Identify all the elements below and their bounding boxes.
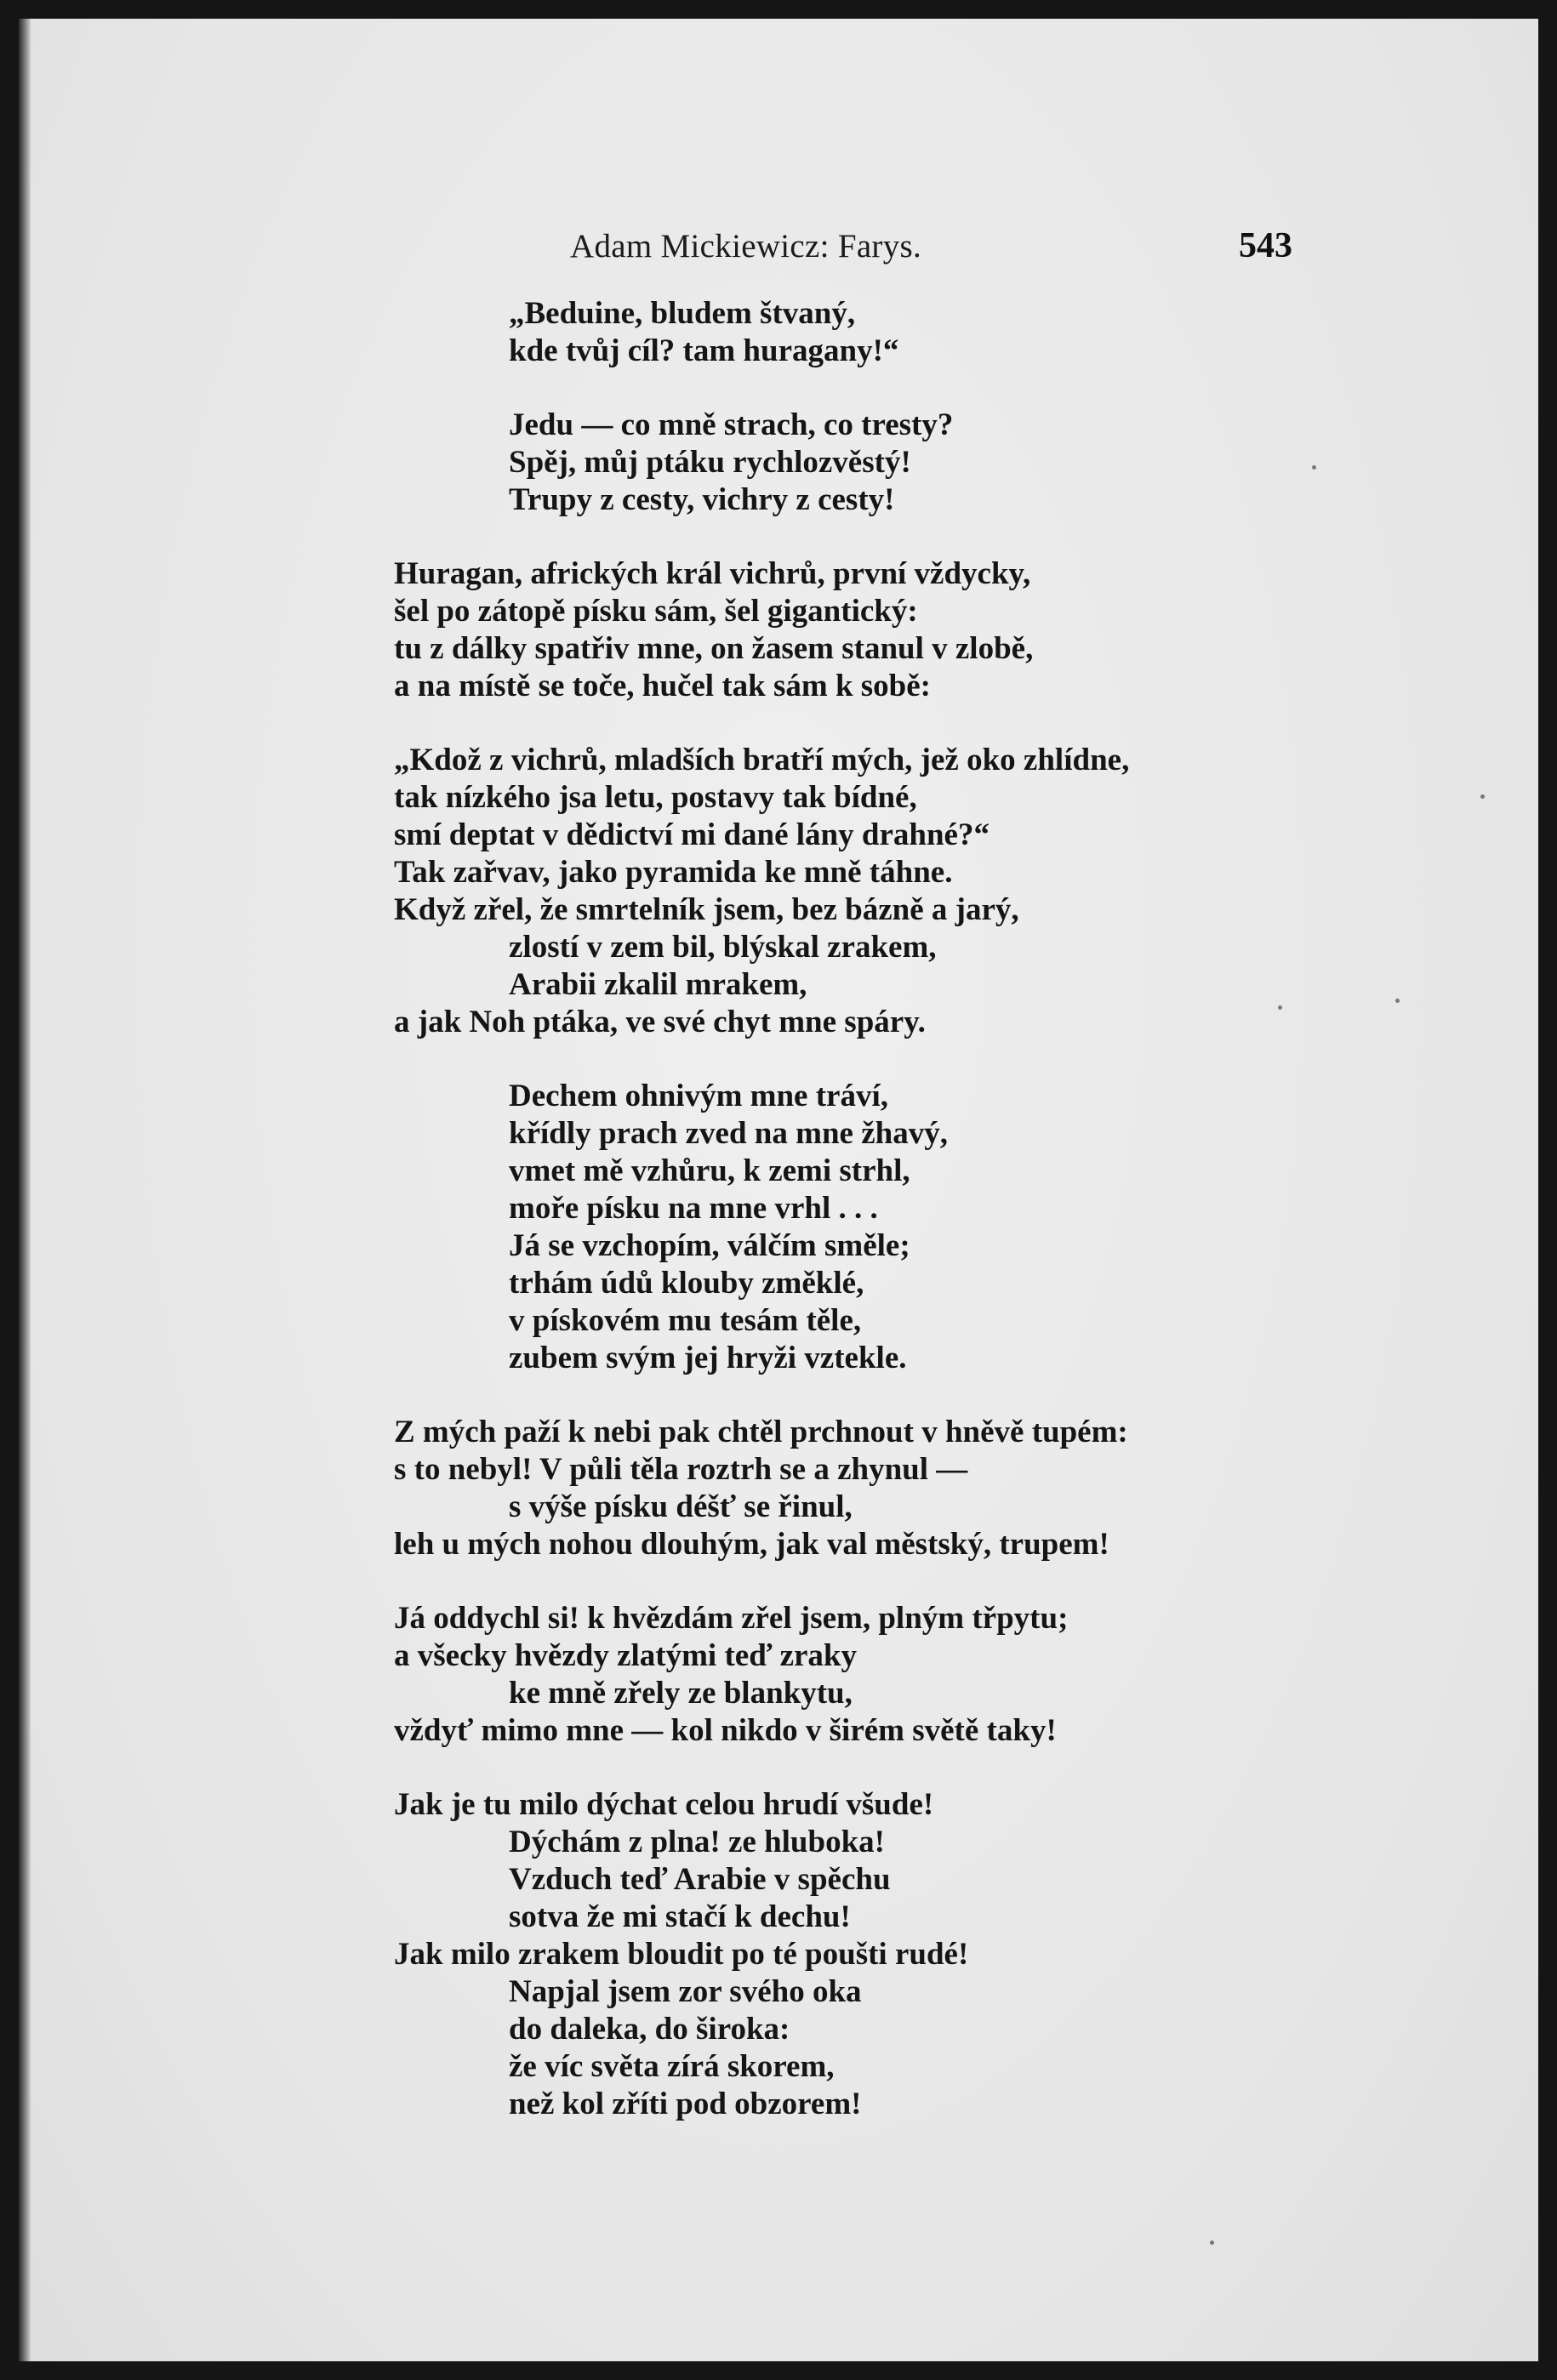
poem-line: Jak je tu milo dýchat celou hrudí všude!	[394, 1787, 934, 1822]
poem-line: Arabii zkalil mrakem,	[509, 967, 807, 1002]
poem-line: a na místě se toče, hučel tak sám k sobě:	[394, 669, 932, 703]
poem-line: Trupy z cesty, vichry z cesty!	[509, 482, 895, 517]
poem-line: zlostí v zem bil, blýskal zrakem,	[509, 930, 937, 965]
paper-speck	[1395, 999, 1400, 1003]
poem-line: vždyť mimo mne — kol nikdo v širém světě taky!	[394, 1713, 1057, 1748]
page-number: 543	[1239, 226, 1292, 265]
poem-line: a jak Noh ptáka, ve své chyt mne spáry.	[394, 1005, 926, 1039]
poem-line: křídly prach zved na mne žhavý,	[509, 1116, 948, 1151]
binding-edge	[19, 19, 31, 2361]
paper-speck	[1480, 794, 1485, 799]
poem-line: než kol zříti pod obzorem!	[509, 2087, 862, 2121]
poem-line: ke mně zřely ze blankytu,	[509, 1676, 853, 1711]
poem-line: vmet mě vzhůru, k zemi strhl,	[509, 1153, 910, 1188]
poem-line: tu z dálky spatřiv mne, on žasem stanul v zlobě,	[394, 631, 1034, 666]
poem-line: trhám údů klouby změklé,	[509, 1266, 864, 1301]
poem-line: kde tvůj cíl? tam huragany!“	[509, 333, 899, 368]
poem-line: „Kdož z vichrů, mladších bratří mých, jež oko zhlídne,	[394, 743, 1130, 777]
poem-line: tak nízkého jsa letu, postavy tak bídné,	[394, 780, 917, 815]
poem-line: leh u mých nohou dlouhým, jak val městský, trupem!	[394, 1527, 1109, 1562]
poem-line: Já se vzchopím, válčím směle;	[509, 1228, 910, 1263]
poem-line: Tak zařvav, jako pyramida ke mně táhne.	[394, 855, 953, 890]
poem-line: do daleka, do široka:	[509, 2012, 790, 2047]
poem-line: Dýchám z plna! ze hluboka!	[509, 1825, 885, 1859]
poem-line: moře písku na mne vrhl . . .	[509, 1191, 878, 1226]
poem-line: smí deptat v dědictví mi dané lány drahné?“	[394, 817, 990, 852]
poem-line: s výše písku déšť se řinul,	[509, 1489, 853, 1524]
poem-line: Spěj, můj ptáku rychlozvěstý!	[509, 445, 911, 480]
poem-line: že víc světa zírá skorem,	[509, 2049, 835, 2084]
running-title: Adam Mickiewicz: Farys.	[570, 228, 922, 265]
book-page	[19, 19, 1538, 2361]
poem-line: Jedu — co mně strach, co tresty?	[509, 407, 954, 442]
poem-line: a všecky hvězdy zlatými teď zraky	[394, 1638, 857, 1673]
poem-line: zubem svým jej hryži vztekle.	[509, 1341, 907, 1375]
poem-line: Huragan, afrických král vichrů, první vždycky,	[394, 556, 1031, 591]
paper-speck	[1210, 2241, 1214, 2245]
poem-line: Z mých paží k nebi pak chtěl prchnout v hněvě tupém:	[394, 1415, 1128, 1449]
poem-line: Dechem ohnivým mne tráví,	[509, 1079, 888, 1113]
poem-line: Napjal jsem zor svého oka	[509, 1974, 862, 2009]
poem-line: sotva že mi stačí k dechu!	[509, 1899, 851, 1934]
paper-speck	[1278, 1005, 1282, 1010]
poem-line: Vzduch teď Arabie v spěchu	[509, 1862, 891, 1897]
poem-line: Já oddychl si! k hvězdám zřel jsem, plným třpytu;	[394, 1601, 1069, 1636]
poem-line: s to nebyl! V půli těla roztrh se a zhynul —	[394, 1452, 968, 1487]
poem-line: Když zřel, že smrtelník jsem, bez bázně a jarý,	[394, 892, 1019, 927]
page-header	[19, 227, 1538, 278]
poem-line: šel po zátopě písku sám, šel gigantický:	[394, 594, 918, 629]
poem-line: „Beduine, bludem štvaný,	[509, 296, 856, 331]
poem-line: Jak milo zrakem bloudit po té poušti rudé!	[394, 1937, 969, 1972]
paper-speck	[1312, 465, 1316, 470]
poem-line: v pískovém mu tesám těle,	[509, 1303, 862, 1338]
